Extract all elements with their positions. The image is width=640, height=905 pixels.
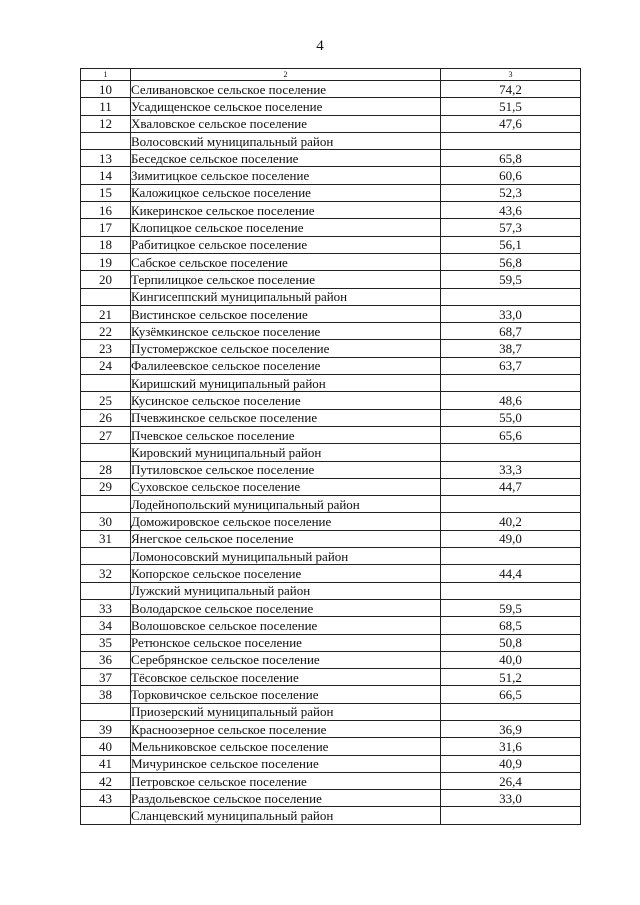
row-name: Торковичское сельское поселение [131,686,441,703]
row-number: 42 [81,772,131,789]
row-number: 13 [81,150,131,167]
table-row [81,357,581,374]
row-value [441,375,581,392]
row-value: 52,3 [441,184,581,201]
table-row [81,755,581,772]
row-number [81,582,131,599]
row-value: 36,9 [441,720,581,737]
table-row [81,738,581,755]
row-value: 43,6 [441,202,581,219]
row-name: Каложицкое сельское поселение [131,184,441,201]
row-value: 59,5 [441,599,581,616]
row-value: 56,1 [441,236,581,253]
table-row [81,669,581,686]
row-value: 40,0 [441,651,581,668]
settlements-table [80,68,581,825]
row-number [81,132,131,149]
row-value: 38,7 [441,340,581,357]
row-name: Селивановское сельское поселение [131,81,441,98]
table-row [81,81,581,98]
row-value: 51,2 [441,669,581,686]
row-name: Копорское сельское поселение [131,565,441,582]
row-number [81,288,131,305]
table-row [81,617,581,634]
row-value: 44,7 [441,478,581,495]
row-number: 25 [81,392,131,409]
row-number: 26 [81,409,131,426]
row-name: Волошовское сельское поселение [131,617,441,634]
row-name: Усадищенское сельское поселение [131,98,441,115]
row-number: 38 [81,686,131,703]
row-name: Лужский муниципальный район [131,582,441,599]
row-value: 65,6 [441,426,581,443]
district-header-row [81,548,581,565]
row-number: 33 [81,599,131,616]
row-value: 33,0 [441,790,581,807]
row-value: 57,3 [441,219,581,236]
row-value: 50,8 [441,634,581,651]
row-value: 65,8 [441,150,581,167]
row-number: 35 [81,634,131,651]
row-number [81,444,131,461]
row-name: Кузёмкинское сельское поселение [131,323,441,340]
row-name: Доможировское сельское поселение [131,513,441,530]
table-row [81,513,581,530]
district-header-row [81,703,581,720]
row-name: Пчевжинское сельское поселение [131,409,441,426]
table-header-row [81,69,581,81]
table-row [81,323,581,340]
row-value: 63,7 [441,357,581,374]
table-row [81,253,581,270]
row-value: 59,5 [441,271,581,288]
row-number: 32 [81,565,131,582]
row-name: Тёсовское сельское поселение [131,669,441,686]
table-row [81,98,581,115]
row-name: Сабское сельское поселение [131,253,441,270]
row-number: 21 [81,305,131,322]
row-name: Терпилицкое сельское поселение [131,271,441,288]
row-name: Фалилеевское сельское поселение [131,357,441,374]
district-header-row [81,288,581,305]
table-row [81,720,581,737]
row-value: 49,0 [441,530,581,547]
row-name: Путиловское сельское поселение [131,461,441,478]
table-row [81,167,581,184]
table-row [81,202,581,219]
row-name: Мельниковское сельское поселение [131,738,441,755]
row-number: 22 [81,323,131,340]
row-name: Раздольевское сельское поселение [131,790,441,807]
row-value: 44,4 [441,565,581,582]
row-name: Клопицкое сельское поселение [131,219,441,236]
row-name: Серебрянское сельское поселение [131,651,441,668]
row-value: 68,7 [441,323,581,340]
table-row [81,409,581,426]
row-number [81,807,131,824]
row-value [441,288,581,305]
district-header-row [81,375,581,392]
table-row [81,565,581,582]
district-header-row [81,807,581,824]
row-number: 43 [81,790,131,807]
row-number: 41 [81,755,131,772]
row-value: 60,6 [441,167,581,184]
row-value: 31,6 [441,738,581,755]
row-number: 23 [81,340,131,357]
row-number: 14 [81,167,131,184]
district-header-row [81,444,581,461]
table-row [81,340,581,357]
row-name: Мичуринское сельское поселение [131,755,441,772]
row-value [441,582,581,599]
row-number: 39 [81,720,131,737]
row-value: 68,5 [441,617,581,634]
row-name: Волосовский муниципальный район [131,132,441,149]
row-number: 29 [81,478,131,495]
table-row [81,790,581,807]
table-row [81,426,581,443]
row-value: 47,6 [441,115,581,132]
table-row [81,651,581,668]
row-number: 40 [81,738,131,755]
row-number: 36 [81,651,131,668]
row-name: Приозерский муниципальный район [131,703,441,720]
row-value: 26,4 [441,772,581,789]
row-value [441,807,581,824]
row-name: Пустомержское сельское поселение [131,340,441,357]
row-number: 18 [81,236,131,253]
table-row [81,271,581,288]
row-name: Красноозерное сельское поселение [131,720,441,737]
row-number [81,548,131,565]
row-name: Беседское сельское поселение [131,150,441,167]
row-number: 15 [81,184,131,201]
table-row [81,115,581,132]
table-row [81,184,581,201]
column-header-name: 2 [131,69,441,81]
table-row [81,392,581,409]
row-number: 19 [81,253,131,270]
row-value [441,703,581,720]
row-value: 48,6 [441,392,581,409]
row-value: 56,8 [441,253,581,270]
row-number: 30 [81,513,131,530]
row-number: 10 [81,81,131,98]
district-header-row [81,496,581,513]
row-name: Володарское сельское поселение [131,599,441,616]
table-row [81,219,581,236]
row-value: 33,3 [441,461,581,478]
table-row [81,305,581,322]
table-row [81,772,581,789]
row-name: Хваловское сельское поселение [131,115,441,132]
row-name: Кировский муниципальный район [131,444,441,461]
table-row [81,530,581,547]
row-number: 34 [81,617,131,634]
row-value [441,548,581,565]
column-header-number: 1 [81,69,131,81]
row-value: 51,5 [441,98,581,115]
row-value: 33,0 [441,305,581,322]
row-number: 24 [81,357,131,374]
row-name: Янегское сельское поселение [131,530,441,547]
row-value [441,444,581,461]
row-number: 27 [81,426,131,443]
row-name: Кусинское сельское поселение [131,392,441,409]
row-name: Сланцевский муниципальный район [131,807,441,824]
row-name: Рабитицкое сельское поселение [131,236,441,253]
row-name: Ретюнское сельское поселение [131,634,441,651]
table-row [81,634,581,651]
table-row [81,478,581,495]
row-name: Суховское сельское поселение [131,478,441,495]
row-number: 12 [81,115,131,132]
row-number: 37 [81,669,131,686]
row-value: 40,9 [441,755,581,772]
row-value [441,132,581,149]
row-number: 31 [81,530,131,547]
row-value: 40,2 [441,513,581,530]
page-number: 4 [316,38,324,54]
district-header-row [81,132,581,149]
row-name: Киришский муниципальный район [131,375,441,392]
row-value: 66,5 [441,686,581,703]
column-header-value: 3 [441,69,581,81]
row-number [81,496,131,513]
row-number [81,703,131,720]
row-name: Пчевское сельское поселение [131,426,441,443]
row-number: 28 [81,461,131,478]
table-row [81,686,581,703]
table-row [81,599,581,616]
row-name: Кикеринское сельское поселение [131,202,441,219]
row-number [81,375,131,392]
row-value: 74,2 [441,81,581,98]
row-number: 16 [81,202,131,219]
row-number: 20 [81,271,131,288]
table-row [81,461,581,478]
row-number: 11 [81,98,131,115]
row-name: Петровское сельское поселение [131,772,441,789]
row-value: 55,0 [441,409,581,426]
district-header-row [81,582,581,599]
row-number: 17 [81,219,131,236]
table-row [81,236,581,253]
row-name: Лодейнопольский муниципальный район [131,496,441,513]
row-name: Зимитицкое сельское поселение [131,167,441,184]
row-name: Кингисеппский муниципальный район [131,288,441,305]
row-name: Вистинское сельское поселение [131,305,441,322]
row-value [441,496,581,513]
table-row [81,150,581,167]
row-name: Ломоносовский муниципальный район [131,548,441,565]
